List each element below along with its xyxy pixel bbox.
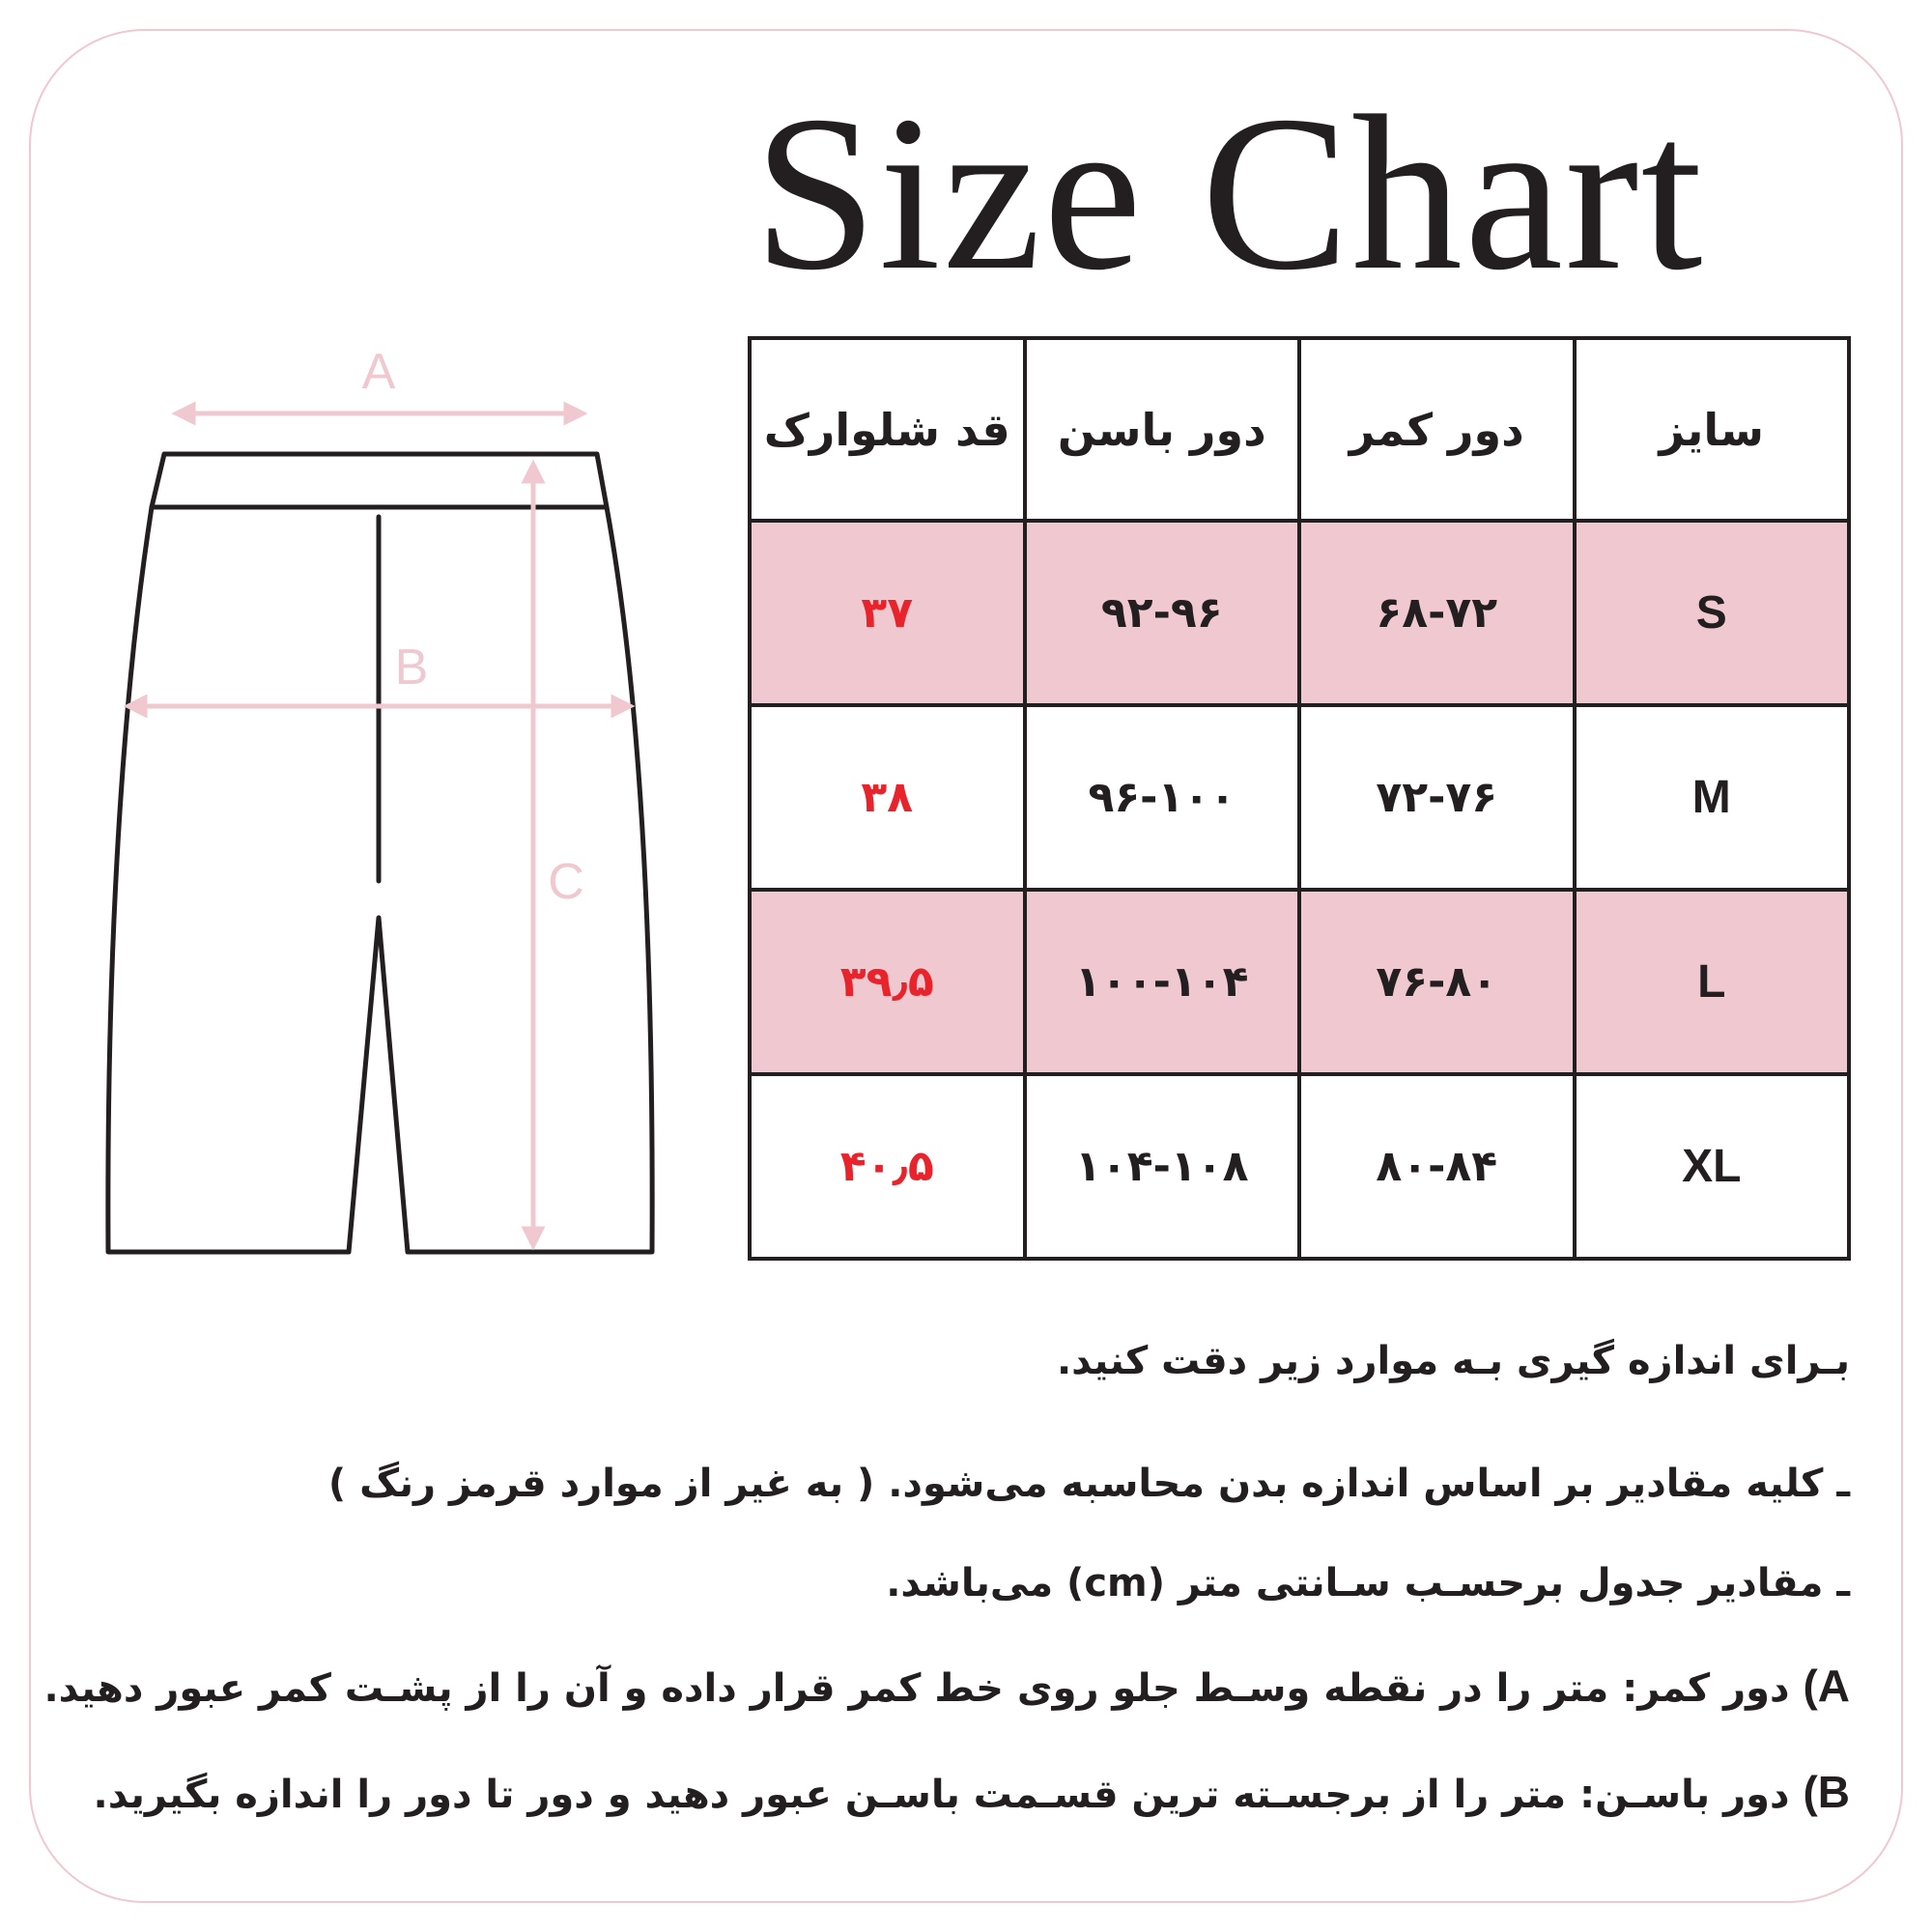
cell-size: S: [1575, 521, 1850, 705]
cell-size: L: [1575, 890, 1850, 1074]
label-c: C: [548, 854, 584, 910]
cell-waist: ۸۰-۸۴: [1299, 1074, 1575, 1259]
header-length: قد شلوارک: [750, 338, 1025, 521]
size-table: [748, 336, 1851, 1261]
note-b-text: دور باسـن: متر را از برجسـته ترین قسـمت باسـن عبور دهید و دور تا دور را اندازه بگیرید.: [93, 1773, 1804, 1817]
cell-hip: ۱۰۰-۱۰۴: [1025, 890, 1300, 1074]
cell-size: XL: [1575, 1074, 1850, 1259]
label-a: A: [361, 344, 396, 400]
table-row: [750, 890, 1849, 1074]
header-waist: دور کمر: [1299, 338, 1575, 521]
cell-hip: ۱۰۴-۱۰۸: [1025, 1074, 1300, 1259]
cell-waist: ۷۶-۸۰: [1299, 890, 1575, 1074]
notes-intro: بـرای اندازه گیری بـه موارد زیر دقت کنید.: [1056, 1339, 1850, 1383]
cell-hip: ۹۲-۹۶: [1025, 521, 1300, 705]
cell-waist: ۷۲-۷۶: [1299, 705, 1575, 890]
table-header-row: [750, 338, 1849, 521]
header-size: سایز: [1575, 338, 1850, 521]
notes-line-b: [94, 1766, 1850, 1819]
cell-size: M: [1575, 705, 1850, 890]
cell-length: ۳۸: [750, 705, 1025, 890]
cell-length: ۴۰٫۵: [750, 1074, 1025, 1259]
page-title: Size Chart: [753, 70, 1705, 316]
note-a-text: دور کمر: متر را در نقطه وسـط جلو روی خط کمر قرار داده و آن را از پشـت کمر عبور دهید.: [43, 1666, 1804, 1711]
cell-hip: ۹۶-۱۰۰: [1025, 705, 1300, 890]
note-b-mark: B): [1803, 1767, 1850, 1817]
notes-line-1: ـ کلیه مقادیر بر اساس اندازه بدن محاسبه می‌شود. ( به غیر از موارد قرمز رنگ ): [327, 1462, 1850, 1506]
notes-line-2: ـ مقادیر جدول برحسـب سـانتی متر (cm) می‌باشد.: [886, 1561, 1850, 1605]
header-hip: دور باسن: [1025, 338, 1300, 521]
table-row: [750, 1074, 1849, 1259]
cell-waist: ۶۸-۷۲: [1299, 521, 1575, 705]
shorts-outline: [108, 454, 652, 1252]
table-row: [750, 705, 1849, 890]
note-a-mark: A): [1803, 1661, 1850, 1711]
notes-line-a: [43, 1660, 1850, 1713]
cell-length: ۳۷: [750, 521, 1025, 705]
label-b: B: [394, 639, 429, 696]
waistband: [152, 454, 607, 507]
cell-length: ۳۹٫۵: [750, 890, 1025, 1074]
table-row: [750, 521, 1849, 705]
